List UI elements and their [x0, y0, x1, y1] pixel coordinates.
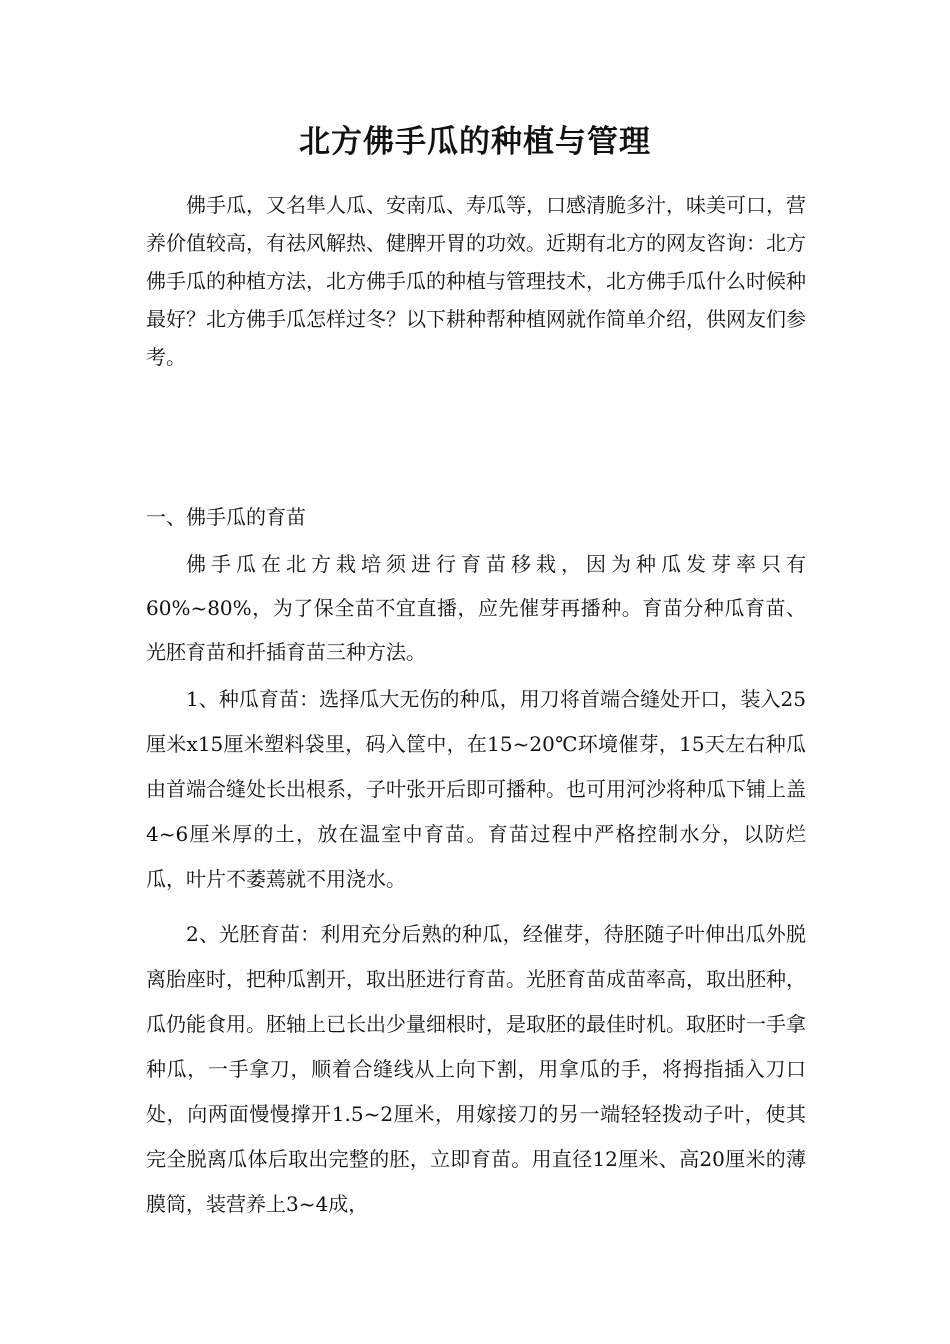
intro-paragraph: 佛手瓜，又名隼人瓜、安南瓜、寿瓜等，口感清脆多汁，味美可口，营养价值较高，有祛风解热、健脾开胃的功效。近期有北方的网友咨询：北方佛手瓜的种植方法，北方佛手瓜的种植与管理技术，北方佛手瓜什么时候种最好？北方佛手瓜怎样过冬？以下耕种帮种植网就作简单介绍，供网友们参考。: [146, 193, 806, 369]
section-heading-seedling: 一、佛手瓜的育苗: [146, 505, 306, 529]
seed-melon-seedling-paragraph: 1、种瓜育苗：选择瓜大无伤的种瓜，用刀将首端合缝处开口，装入25厘米x15厘米塑料袋里，码入筐中，在15~20℃环境催芽，15天左右种瓜由首端合缝处长出根系，子叶张开后即可播种。也可用河沙将种瓜下铺上盖4~6厘米厚的土，放在温室中育苗。育苗过程中严格控制水分，以防烂瓜，叶片不萎蔫就不用浇水。: [146, 687, 806, 891]
bare-embryo-seedling-paragraph: 2、光胚育苗：利用充分后熟的种瓜，经催芽，待胚随子叶伸出瓜外脱离胎座时，把种瓜割开，取出胚进行育苗。光胚育苗成苗率高，取出胚种，瓜仍能食用。胚轴上已长出少量细根时，是取胚的最佳时机。取胚时一手拿种瓜，一手拿刀，顺着合缝线从上向下割，用拿瓜的手，将拇指插入刀口处，向两面慢慢撑开1.5~2厘米，用嫁接刀的另一端轻轻拨动子叶，使其完全脱离瓜体后取出完整的胚，立即育苗。用直径12厘米、高20厘米的薄膜筒，装营养上3~4成，: [146, 922, 806, 1216]
document-title: 北方佛手瓜的种植与管理: [299, 124, 651, 160]
seedling-overview-paragraph: 佛手瓜在北方栽培须进行育苗移栽，因为种瓜发芽率只有60%~80%，为了保全苗不宜直播，应先催芽再播种。育苗分种瓜育苗、光胚育苗和扦插育苗三种方法。: [146, 552, 806, 664]
